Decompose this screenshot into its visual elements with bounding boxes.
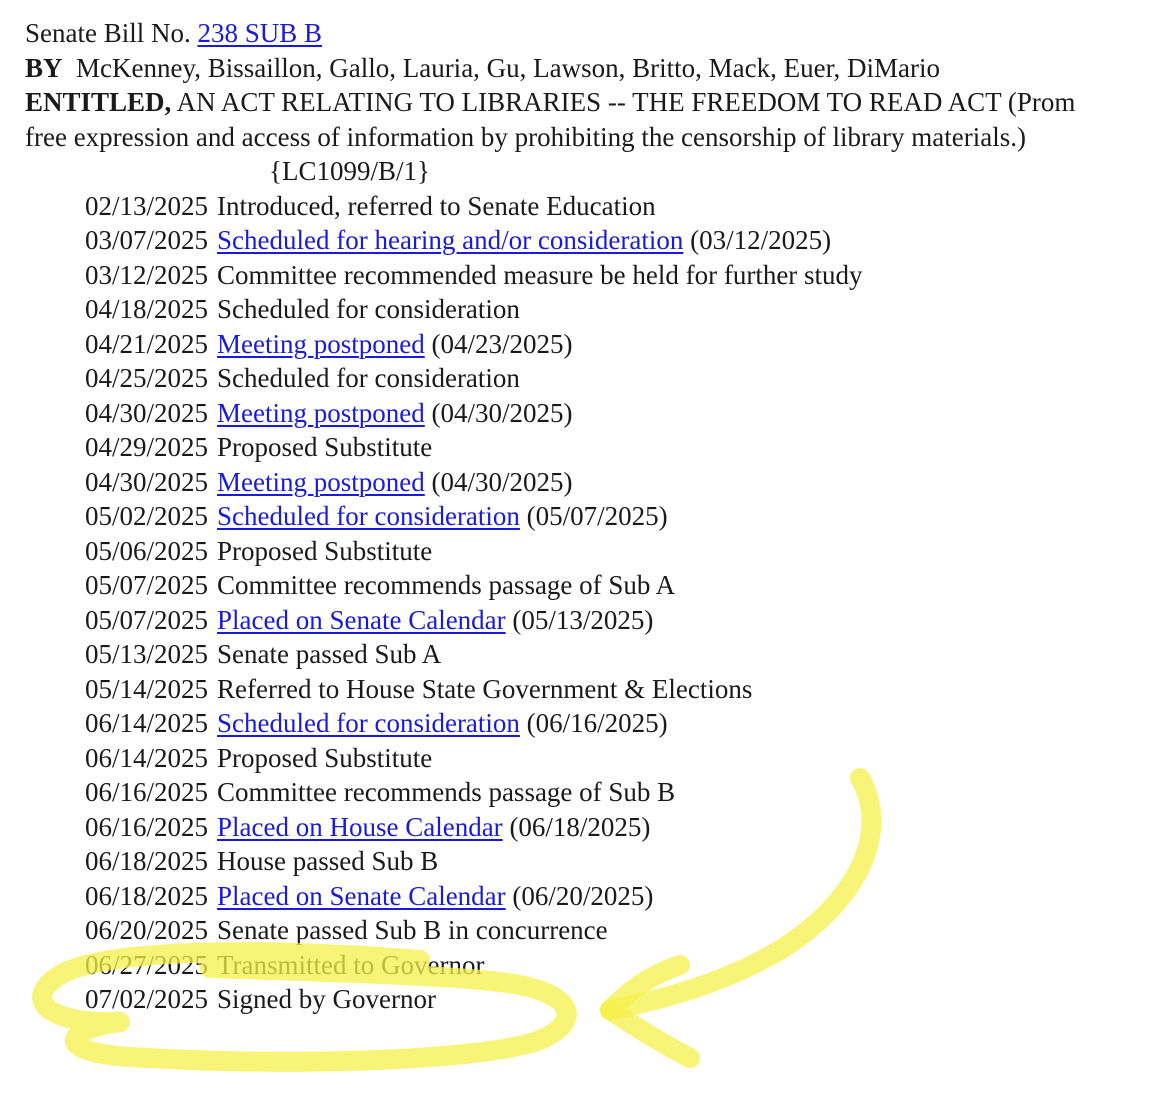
history-action: House passed Sub B [217, 846, 439, 876]
history-action-date: (03/12/2025) [690, 225, 832, 255]
history-date: 06/16/2025 [85, 811, 209, 842]
history-row [85, 948, 1170, 983]
history-row [85, 982, 1170, 1017]
history-date: 04/25/2025 [85, 363, 209, 393]
history-date: 06/18/2025 [85, 880, 209, 911]
history-date: 04/21/2025 [85, 328, 209, 359]
history-row [85, 258, 1170, 293]
history-action-link[interactable]: Scheduled for consideration [217, 501, 520, 531]
lc-number [25, 154, 1170, 189]
history-row [85, 292, 1170, 327]
history-row [85, 223, 1170, 258]
history-date: 05/06/2025 [85, 535, 209, 566]
title-text-2: free expression and access of information by prohibiting the censorship of library materials.) [25, 121, 1026, 152]
history-action-link[interactable]: Scheduled for hearing and/or consideration [217, 225, 684, 255]
history-row [85, 465, 1170, 500]
lc-number-text: {LC1099/B/1} [269, 156, 430, 186]
history-action: Scheduled for consideration [217, 363, 520, 393]
history-row [85, 706, 1170, 741]
history-row [85, 534, 1170, 569]
history-row [85, 430, 1170, 465]
history-date: 05/07/2025 [85, 570, 209, 600]
history-date: 05/07/2025 [85, 604, 209, 635]
history-date: 07/02/2025 [85, 984, 209, 1014]
history-row [85, 396, 1170, 431]
history-row [85, 913, 1170, 948]
history-row [85, 499, 1170, 534]
bill-status-document [25, 16, 1170, 1017]
history-action: Transmitted to Governor [217, 949, 485, 980]
history-action-link[interactable]: Meeting postponed [217, 328, 425, 359]
history-date: 05/02/2025 [85, 501, 209, 531]
history-action: Proposed Substitute [217, 742, 433, 773]
history-row [85, 568, 1170, 603]
history-row [85, 810, 1170, 845]
history-action: Senate passed Sub A [217, 639, 442, 669]
history-row [85, 603, 1170, 638]
history-date: 06/14/2025 [85, 742, 209, 773]
history-date: 06/20/2025 [85, 915, 209, 945]
history-action-date: (06/16/2025) [526, 708, 668, 738]
history-date: 03/12/2025 [85, 259, 209, 290]
history-date: 05/13/2025 [85, 639, 209, 669]
bill-number-link[interactable]: 238 SUB B [197, 18, 323, 48]
history-date: 04/30/2025 [85, 397, 209, 428]
history-row [85, 637, 1170, 672]
history-action-date: (06/20/2025) [512, 880, 654, 911]
history-action-date: (05/13/2025) [512, 604, 654, 635]
history-action: Referred to House State Government & Elections [217, 673, 753, 704]
history-row [85, 361, 1170, 396]
history-date: 06/14/2025 [85, 708, 209, 738]
history-action-link[interactable]: Placed on House Calendar [217, 811, 503, 842]
history-action: Committee recommends passage of Sub A [217, 570, 676, 600]
history-action-link[interactable]: Placed on Senate Calendar [217, 880, 506, 911]
history-action-date: (06/18/2025) [509, 811, 651, 842]
history-action-date: (04/30/2025) [431, 397, 573, 428]
history-row [85, 775, 1170, 810]
history-action: Proposed Substitute [217, 535, 433, 566]
history-action: Introduced, referred to Senate Education [217, 190, 656, 221]
history-date: 04/30/2025 [85, 466, 209, 497]
history-date: 04/29/2025 [85, 432, 209, 462]
bill-number-line [25, 16, 1170, 51]
history-date: 04/18/2025 [85, 294, 209, 324]
sponsors-label: BY [25, 52, 63, 83]
history-action-link[interactable]: Scheduled for consideration [217, 708, 520, 738]
history-action-link[interactable]: Meeting postponed [217, 397, 425, 428]
history-date: 06/16/2025 [85, 777, 209, 807]
history-date: 06/27/2025 [85, 949, 209, 980]
history-date: 03/07/2025 [85, 225, 209, 255]
history-row [85, 879, 1170, 914]
bill-history-list [25, 189, 1170, 1017]
title-line-1 [25, 85, 1170, 120]
history-action-date: (04/30/2025) [431, 466, 573, 497]
history-action: Committee recommends passage of Sub B [217, 777, 676, 807]
sponsors-names: McKenney, Bissaillon, Gallo, Lauria, Gu, Lawson, Britto, Mack, Euer, DiMario [76, 52, 941, 83]
bill-label: Senate Bill No. [25, 18, 191, 48]
history-action-date: (05/07/2025) [526, 501, 668, 531]
history-action: Committee recommended measure be held for further study [217, 259, 863, 290]
sponsors-line [25, 51, 1170, 86]
title-line-2 [25, 120, 1170, 155]
title-text-1: AN ACT RELATING TO LIBRARIES -- THE FREEDOM TO READ ACT (Prom [176, 87, 1076, 117]
history-action-link[interactable]: Meeting postponed [217, 466, 425, 497]
history-action-date: (04/23/2025) [431, 328, 573, 359]
history-action-link[interactable]: Placed on Senate Calendar [217, 604, 506, 635]
entitled-label: ENTITLED, [25, 87, 172, 117]
history-date: 02/13/2025 [85, 190, 209, 221]
history-action: Proposed Substitute [217, 432, 433, 462]
history-row [85, 189, 1170, 224]
history-date: 06/18/2025 [85, 846, 209, 876]
highlight-arrow-head-lower [610, 1010, 690, 1058]
history-row [85, 741, 1170, 776]
history-row [85, 672, 1170, 707]
history-date: 05/14/2025 [85, 673, 209, 704]
history-row [85, 327, 1170, 362]
history-action: Senate passed Sub B in concurrence [217, 915, 608, 945]
history-action: Scheduled for consideration [217, 294, 520, 324]
history-row [85, 844, 1170, 879]
history-action: Signed by Governor [217, 984, 436, 1014]
